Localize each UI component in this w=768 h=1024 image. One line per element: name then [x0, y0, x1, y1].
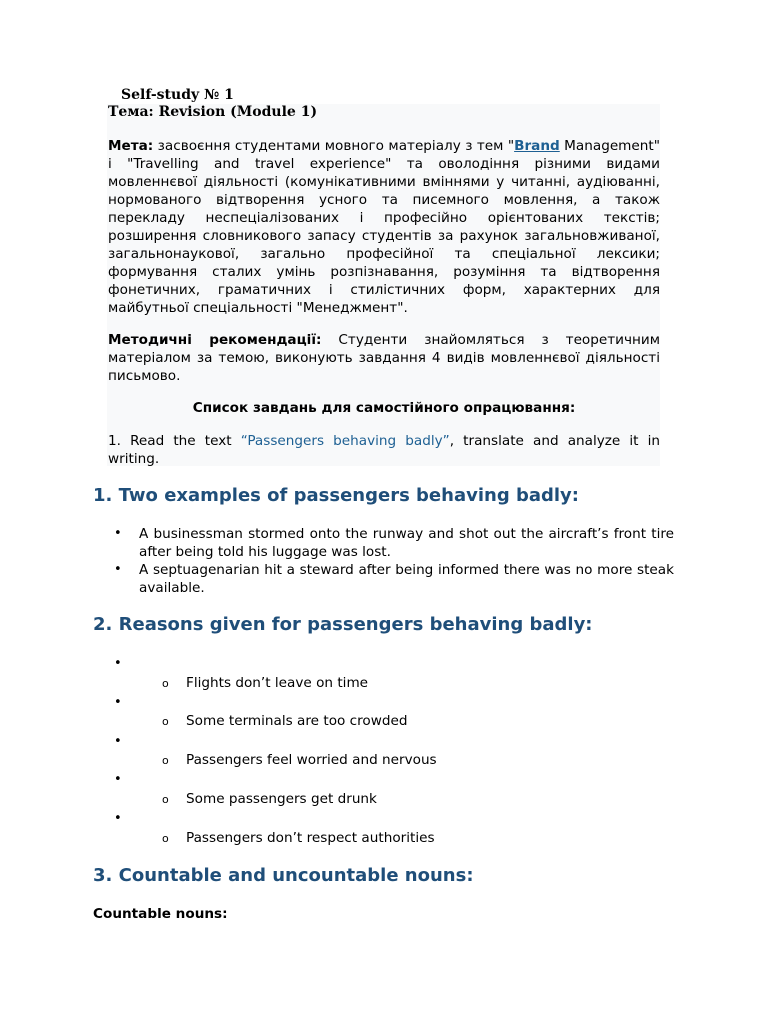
reason-item: Passengers don’t respect authorities [186, 830, 435, 846]
bullet-icon: • [114, 772, 122, 787]
passengers-text-link[interactable]: “Passengers behaving badly” [240, 433, 450, 449]
section-2-heading: 2. Reasons given for passengers behaving badly: [93, 614, 593, 635]
section-3-heading: 3. Countable and uncountable nouns: [93, 865, 474, 886]
example-item: A businessman stormed onto the runway and shot out the aircraft’s front tire after being told his luggage was lost. [139, 526, 674, 560]
reason-item: Some passengers get drunk [186, 791, 377, 807]
method-text: Студенти знайомляться з теоретичним матеріалом за темою, виконують завдання 4 видів мовленнєвої діяльності письмово. [108, 332, 661, 384]
bullet-icon: • [114, 562, 122, 577]
task-1 [108, 432, 660, 468]
task-list-title: Список завдань для самостійного опрацювання: [192, 400, 576, 416]
section-1-heading: 1. Two examples of passengers behaving badly: [93, 485, 579, 506]
sub-bullet-icon: o [162, 677, 169, 690]
sub-bullet-icon: o [162, 832, 169, 845]
reason-item: Some terminals are too crowded [186, 713, 408, 729]
method-label: Методичні рекомендації: [108, 332, 322, 348]
brand-link[interactable]: Brand [514, 138, 560, 154]
goal-paragraph [108, 137, 660, 317]
goal-label: Мета: [108, 138, 154, 154]
sub-bullet-icon: o [162, 715, 169, 728]
reason-item: Flights don’t leave on time [186, 675, 369, 691]
task-1-prefix: 1. Read the text [108, 433, 241, 449]
sub-bullet-icon: o [162, 754, 169, 767]
bullet-icon: • [114, 526, 122, 541]
bullet-icon: • [114, 811, 122, 826]
goal-text-start: засвоєння студентами мовного матеріалу з тем " [153, 138, 515, 154]
goal-text-end: Management" і "Travelling and travel experience" та оволодіння різними видами мовленнєвої діяльності (комунікативними вміннями у читанні, аудіюванні, нормованого відтворення усного та писемного мовлення, а також перекладу неспеціалізованих і професійно орієнтованих текстів; розширення словникового запасу студентів за рахунок загальновживаної, загальнонаукової, загально професійної та спеціальної лексики; формування сталих умінь розпізнавання, розуміння та відтворення фонетичних, граматичних і стилістичних форм, характерних для майбутньої спеціальності "Менеджмент". [108, 138, 660, 316]
document-title: Self-study № 1 [121, 87, 234, 103]
bullet-icon: • [114, 734, 122, 749]
sub-bullet-icon: o [162, 793, 169, 806]
task-1-suffix: , translate and analyze it in writing. [108, 433, 661, 467]
bullet-icon: • [114, 656, 122, 671]
countable-nouns-label: Countable nouns: [93, 906, 228, 922]
reason-item: Passengers feel worried and nervous [186, 752, 437, 768]
topic-title: Тема: Revision (Module 1) [108, 104, 318, 120]
bullet-icon: • [114, 695, 122, 710]
example-item: A septuagenarian hit a steward after being informed there was no more steak available. [139, 562, 674, 596]
method-paragraph [108, 331, 660, 385]
